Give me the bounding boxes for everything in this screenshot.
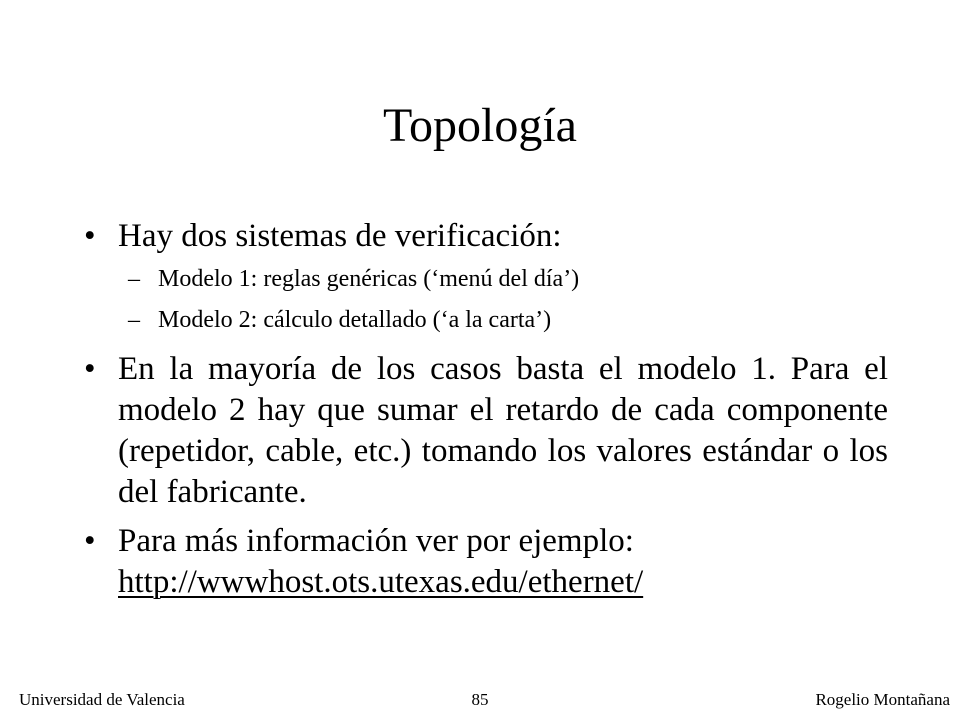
bullet-text: Para más información ver por ejemplo:: [118, 523, 634, 559]
bullet-content: [118, 521, 888, 603]
page-number: 85: [471, 690, 489, 709]
sub-text: Modelo 2: cálculo detallado (‘a la carta’): [158, 307, 552, 333]
slide-title: Topología: [383, 99, 577, 152]
bullet-text: Hay dos sistemas de verificación:: [118, 218, 562, 254]
bullet-text: En la mayoría de los casos basta el modelo 1. Para el modelo 2 hay que sumar el retardo de cada componente (repetidor, cable, etc.) tomando los valores estándar o los del fabricante.: [118, 351, 888, 510]
sub-marker: –: [128, 266, 140, 292]
footer-institution: Universidad de Valencia: [19, 690, 185, 709]
bullet-marker: •: [84, 351, 96, 387]
ethernet-link[interactable]: http://wwwhost.ots.utexas.edu/ethernet/: [118, 564, 644, 600]
bullet-marker: •: [84, 523, 96, 559]
bullet-marker: •: [84, 218, 96, 254]
footer-author: Rogelio Montañana: [815, 690, 950, 709]
sub-marker: –: [128, 307, 140, 333]
sub-text: Modelo 1: reglas genéricas (‘menú del día’): [158, 266, 580, 292]
